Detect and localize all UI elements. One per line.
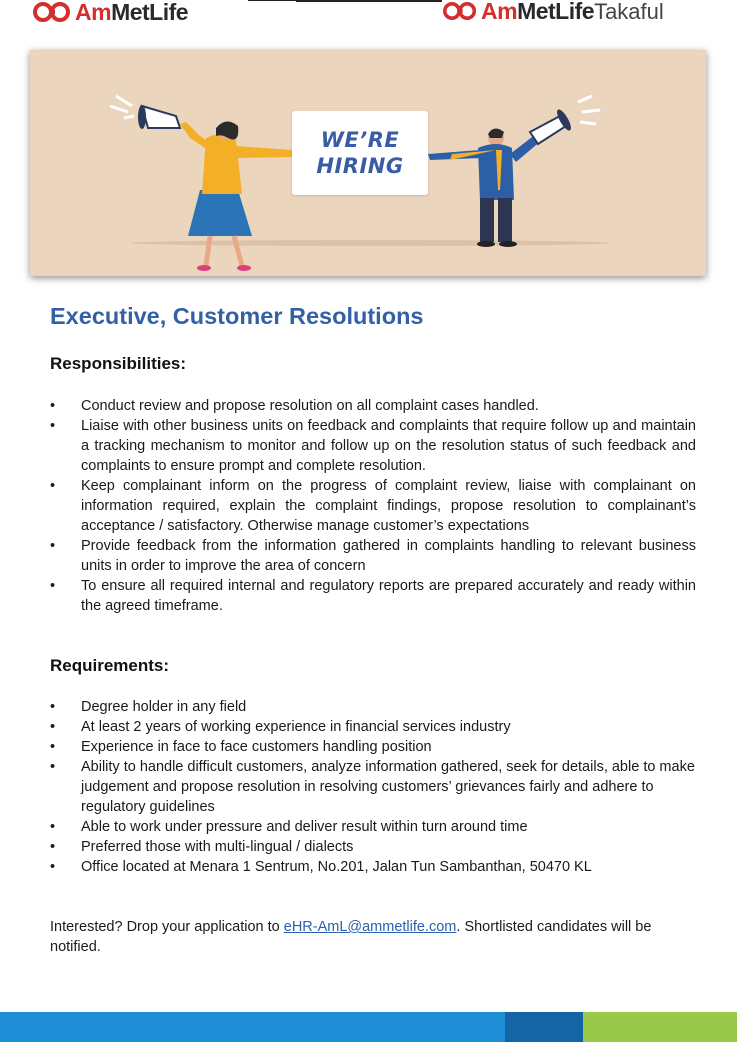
bullet-icon: • bbox=[50, 538, 56, 554]
application-email-link[interactable]: eHR-AmL@ammetlife.com bbox=[283, 919, 457, 935]
bullet-icon: • bbox=[50, 859, 56, 875]
application-contact bbox=[50, 917, 700, 957]
list-item-text: Ability to handle difficult customers, analyze information gathered, seek for details, able to make judgement and propose resolution in resolving customers’ grievances fairly and adhere to regulatory guidelines bbox=[81, 759, 695, 815]
bullet-icon: • bbox=[50, 478, 56, 494]
hiring-sign bbox=[292, 111, 428, 195]
megaphone-left-icon bbox=[110, 96, 180, 129]
list-item bbox=[50, 416, 696, 476]
bullet-icon: • bbox=[50, 739, 56, 755]
list-item-text: Experience in face to face customers handling position bbox=[81, 739, 432, 755]
contact-suffix: . Shortlisted candidates will be notified. bbox=[50, 919, 652, 955]
bullet-icon: • bbox=[50, 699, 56, 715]
list-item-text: Able to work under pressure and deliver result within turn around time bbox=[81, 819, 528, 835]
requirements-list bbox=[50, 697, 696, 877]
list-item bbox=[50, 857, 696, 877]
list-item-text: Degree holder in any field bbox=[81, 699, 247, 715]
header-rule-accent bbox=[296, 0, 442, 2]
footer-bar-light-blue bbox=[0, 1012, 505, 1042]
list-item-text: To ensure all required internal and regulatory reports are prepared accurately and ready within the agreed timeframe. bbox=[81, 578, 696, 614]
ammetlife-logo bbox=[33, 0, 188, 24]
list-item-text: At least 2 years of working experience in financial services industry bbox=[81, 719, 511, 735]
logo-am-text: Am bbox=[481, 0, 518, 24]
list-item bbox=[50, 837, 696, 857]
logo-takaful-text: Takaful bbox=[594, 0, 664, 24]
list-item-text: Office located at Menara 1 Sentrum, No.201, Jalan Tun Sambanthan, 50470 KL bbox=[81, 859, 592, 875]
list-item-text: Conduct review and propose resolution on all complaint cases handled. bbox=[81, 398, 539, 414]
list-item bbox=[50, 476, 696, 536]
hiring-sign-line-1: WE’RE bbox=[320, 128, 400, 152]
ammetlife-takaful-logo-mark-icon bbox=[443, 2, 477, 20]
bullet-icon: • bbox=[50, 719, 56, 735]
list-item bbox=[50, 717, 696, 737]
bullet-icon: • bbox=[50, 839, 56, 855]
list-item bbox=[50, 757, 696, 817]
bullet-icon: • bbox=[50, 578, 56, 594]
logo-metlife-text: MetLife bbox=[111, 0, 189, 25]
bullet-icon: • bbox=[50, 759, 56, 775]
list-item bbox=[50, 697, 696, 717]
footer-bar-green bbox=[583, 1012, 737, 1042]
megaphone-right-icon bbox=[530, 96, 600, 144]
job-title: Executive, Customer Resolutions bbox=[50, 303, 424, 329]
list-item-text: Liaise with other business units on feedback and complaints that require follow up and maintain a tracking mechanism to monitor and follow up on the resolution status of such feedback and complaints to ensure prompt and complete resolution. bbox=[81, 418, 696, 474]
bullet-icon: • bbox=[50, 418, 56, 434]
responsibilities-heading: Responsibilities: bbox=[50, 354, 187, 373]
ammetlife-takaful-logo bbox=[443, 0, 664, 22]
ammetlife-logo-mark-icon bbox=[33, 2, 71, 22]
logo-am-text: Am bbox=[75, 0, 112, 25]
list-item bbox=[50, 737, 696, 757]
woman-figure bbox=[180, 121, 292, 271]
contact-prefix: Interested? Drop your application to bbox=[50, 919, 284, 935]
list-item-text: Keep complainant inform on the progress of complaint review, liaise with complainant on information required, explain the complaint findings, propose resolution to complainant’s acceptance / satisfactory. Otherwise manage customer’s expectations bbox=[81, 478, 696, 534]
list-item-text: Provide feedback from the information gathered in complaints handling to relevant business units in order to improve the area of concern bbox=[81, 538, 696, 574]
requirements-heading: Requirements: bbox=[50, 656, 170, 675]
list-item bbox=[50, 576, 696, 616]
list-item-text: Preferred those with multi-lingual / dialects bbox=[81, 839, 354, 855]
footer-bar-dark-blue bbox=[505, 1012, 583, 1042]
list-item bbox=[50, 536, 696, 576]
bullet-icon: • bbox=[50, 819, 56, 835]
responsibilities-list bbox=[50, 396, 696, 616]
list-item bbox=[50, 817, 696, 837]
list-item bbox=[50, 396, 696, 416]
logo-metlife-text: MetLife bbox=[517, 0, 595, 24]
bullet-icon: • bbox=[50, 398, 56, 414]
man-figure bbox=[428, 128, 542, 247]
hiring-sign-line-2: HIRING bbox=[316, 154, 404, 178]
